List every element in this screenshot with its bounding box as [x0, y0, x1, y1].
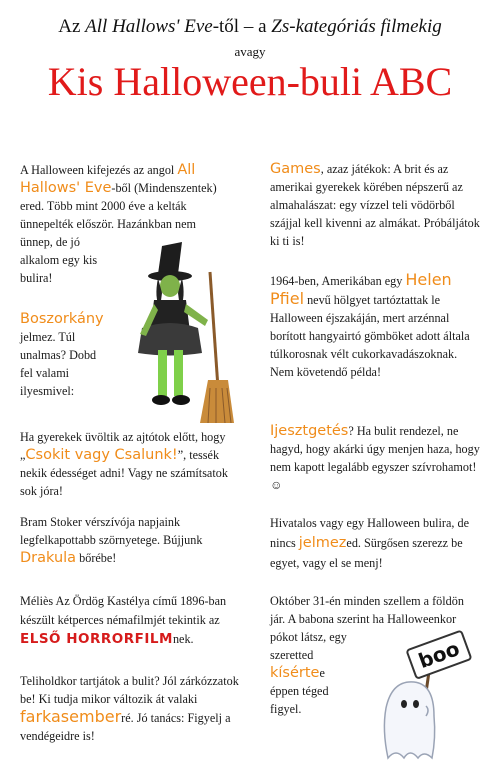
- page-title: Kis Halloween-buli ABC: [47, 59, 453, 104]
- block-text: ré. Jó tanács: Figyelj a vendégeidre is!: [20, 711, 231, 743]
- text-block-boszorkany: [20, 310, 140, 400]
- block-text: Hivatalos vagy egy Halloween bulira, de nincs: [270, 516, 469, 550]
- block-text: éppen téged: [270, 684, 329, 698]
- block-text: ünnep, de jó: [20, 235, 80, 249]
- block-text: nek.: [172, 632, 194, 646]
- block-text: figyel.: [270, 702, 302, 716]
- block-text: ? Ha bulit rendezel, ne hagyd, hogy akárki úgy menjen haza, hogy nem kapott legalább egyszer szívrohamot! ☺: [270, 424, 480, 492]
- block-text: ilyesmivel:: [20, 384, 75, 398]
- keyword-kiserte: kísérte: [270, 665, 320, 681]
- keyword-ijesztgetes: Ijesztgetés: [270, 423, 349, 439]
- block-text: Méliès Az Ördög Kastélya című 1896-ban készült kétperces némafilmjét tekintik az: [20, 594, 227, 627]
- block-text: Október 31-én minden szellem a földön jár. A babona szerint ha Halloweenkor: [270, 594, 464, 626]
- block-text: Teliholdkor tartjátok a bulit? Jól zárkózzatok be! Ki tudja mikor változik át valaki: [20, 674, 239, 706]
- text-block-farkasember: [20, 672, 242, 745]
- header-italic: All Hallows' Eve: [85, 16, 213, 37]
- block-text: A Halloween kifejezés az angol: [20, 163, 178, 177]
- keyword-all-hallows: All Hallows' Eve: [20, 162, 196, 196]
- block-text: pókot látsz, egy: [270, 630, 347, 644]
- header-text: Az: [58, 16, 86, 37]
- block-text: bulira!: [20, 271, 53, 285]
- keyword-csokit: Csokit vagy Csalunk!: [25, 447, 178, 463]
- block-text: Ha gyerekek üvöltik az ajtótok előtt, hogy „: [20, 430, 226, 462]
- block-text: 1964-ben, Amerikában egy: [270, 274, 406, 288]
- ghost-boo-illustration: [368, 620, 478, 760]
- header-text: -től – a: [212, 16, 272, 37]
- boo-sign-text: boo: [415, 636, 463, 674]
- keyword-boszorkany: Boszorkány: [20, 311, 104, 327]
- block-text: ed. Sürgősen szerezz be egyet, vagy el se menj!: [270, 536, 463, 570]
- block-text: unalmas? Dobd: [20, 348, 97, 362]
- block-text: alkalom egy kis: [20, 253, 98, 267]
- header-avagy: avagy: [234, 44, 266, 59]
- text-block-csokit: [20, 428, 242, 500]
- block-text: nevű hölgyet tartóztattak le Halloween éjszakáján, mert arzénnal borított hangyairtó gömböket adott általa túlkorosnak vélt cukorkavadászoknak. Nem követendő példa!: [270, 293, 470, 379]
- block-text: fel valami: [20, 366, 70, 380]
- text-block-games: [270, 160, 485, 250]
- text-block-jelmez: [270, 513, 482, 573]
- block-text: ”, tessék nekik édességet adni! Vagy ne számítsatok sok jóra!: [20, 448, 228, 498]
- block-text: -ből (Mindenszentek) ered. Több mint 2000 éve a kelták ünnepelték először. Hazánkban nem: [20, 181, 217, 231]
- header-line: [0, 16, 500, 38]
- keyword-games: Games: [270, 161, 321, 177]
- block-text: bőrébe!: [76, 551, 117, 565]
- header-italic: Zs-kategóriás filmekig: [271, 16, 442, 37]
- keyword-drakula: Drakula: [20, 550, 77, 566]
- witch-illustration: [128, 238, 238, 423]
- block-text: e: [319, 666, 325, 680]
- block-text: , azaz játékok: A brit és az amerikai gyerekek körében népszerű az almahalászat: egy vízzel teli vödörből szájjal kell kivenni az almákat. Próbáljátok ki ti is!: [270, 162, 480, 248]
- keyword-elso-horrorfilm: ELSŐ HORRORFILM: [20, 631, 173, 647]
- text-block-ijesztgetes: [270, 422, 480, 494]
- keyword-farkasember: farkasember: [20, 707, 122, 726]
- text-block-helen: [270, 271, 480, 381]
- text-block-drakula: [20, 513, 242, 567]
- block-text: szeretted: [270, 648, 314, 662]
- block-text: jelmez. Túl: [20, 330, 76, 344]
- keyword-jelmez: jelmez: [298, 535, 347, 551]
- keyword-helen-pfiel: Helen Pfiel: [270, 270, 452, 308]
- block-text: Bram Stoker vérszívója napjaink legfelkapottabb szörnyetege. Bújjunk: [20, 515, 203, 547]
- text-block-horrorfilm: [20, 592, 240, 649]
